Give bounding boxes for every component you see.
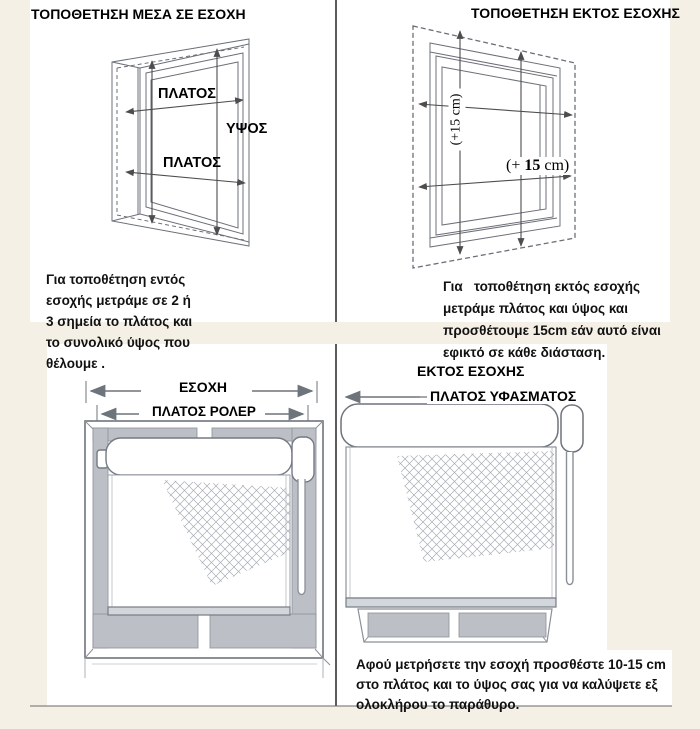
- top-left-title: ΤΟΠΟΘΕΤΗΣΗ ΜΕΣΑ ΣΕ ΕΣΟΧΗ: [31, 6, 246, 22]
- window-recess-measure-arrows: [126, 49, 245, 235]
- caption-line: το συνολικό ύψος που: [46, 335, 190, 350]
- window-recess-diagram: [112, 39, 249, 246]
- bottom-bar: [346, 598, 556, 607]
- label-part: cm): [540, 157, 570, 174]
- roller-width-label: ΠΛΑΤΟΣ ΡΟΛΕΡ: [152, 404, 256, 419]
- caption-line: Για τοποθέτηση εκτός εσοχής: [443, 279, 641, 294]
- height-plus-15cm-label: (+15 cm): [449, 89, 466, 151]
- caption-line: μετράμε πλάτος και ύψος και: [443, 301, 628, 316]
- recess-label: ΕΣΟΧΗ: [178, 379, 228, 395]
- caption-line: στο πλάτος και το ύψος σας για να καλύψετε εξ: [356, 677, 658, 692]
- label-part-bold: 15: [524, 157, 541, 174]
- recess-roller-diagram: [85, 381, 330, 678]
- outside-roller-diagram: [341, 390, 583, 642]
- outside-recess-caption: [443, 276, 661, 364]
- width-label-top: ΠΛΑΤΟΣ: [158, 86, 216, 102]
- fabric-shading: [397, 451, 554, 562]
- caption-line: εσοχής μετράμε σε 2 ή: [46, 293, 191, 308]
- top-right-title: ΤΟΠΟΘΕΤΗΣΗ ΕΚΤΟΣ ΕΣΟΧΗΣ: [471, 5, 680, 21]
- chain-loop: [298, 479, 305, 595]
- caption-line: εφικτό σε κάθε διάσταση.: [443, 345, 606, 360]
- caption-line: Για τοποθέτηση εντός: [46, 272, 186, 287]
- caption-line: ολοκλήρου το παράθυρο.: [356, 697, 520, 712]
- width-plus-15cm-label: [503, 157, 572, 175]
- caption-line: θέλουμε .: [46, 356, 106, 371]
- roller-tube: [341, 404, 583, 452]
- width-label-bottom: ΠΛΑΤΟΣ: [163, 155, 221, 171]
- window-sill-behind: [358, 609, 552, 642]
- caption-line: Αφού μετρήσετε την εσοχή προσθέστε 10-15 cm: [356, 657, 666, 672]
- outside-mount-diagram: [413, 26, 575, 268]
- inside-recess-caption: [46, 269, 192, 374]
- caption-line: προσθέτουμε 15cm εάν αυτό είναι: [443, 323, 661, 338]
- label-part: (+: [506, 157, 525, 174]
- bottom-right-title: ΕΚΤΟΣ ΕΣΟΧΗΣ: [417, 363, 525, 379]
- bottom-bar: [108, 607, 290, 615]
- caption-line: 3 σημεία το πλάτος και: [46, 314, 193, 329]
- outside-mount-caption: [356, 655, 666, 715]
- fabric-width-label: ΠΛΑΤΟΣ ΥΦΑΣΜΑΤΟΣ: [427, 388, 579, 404]
- height-label: ΥΨΟΣ: [226, 121, 268, 137]
- chain-loop: [567, 452, 574, 585]
- wall-extension-lines: [85, 658, 323, 678]
